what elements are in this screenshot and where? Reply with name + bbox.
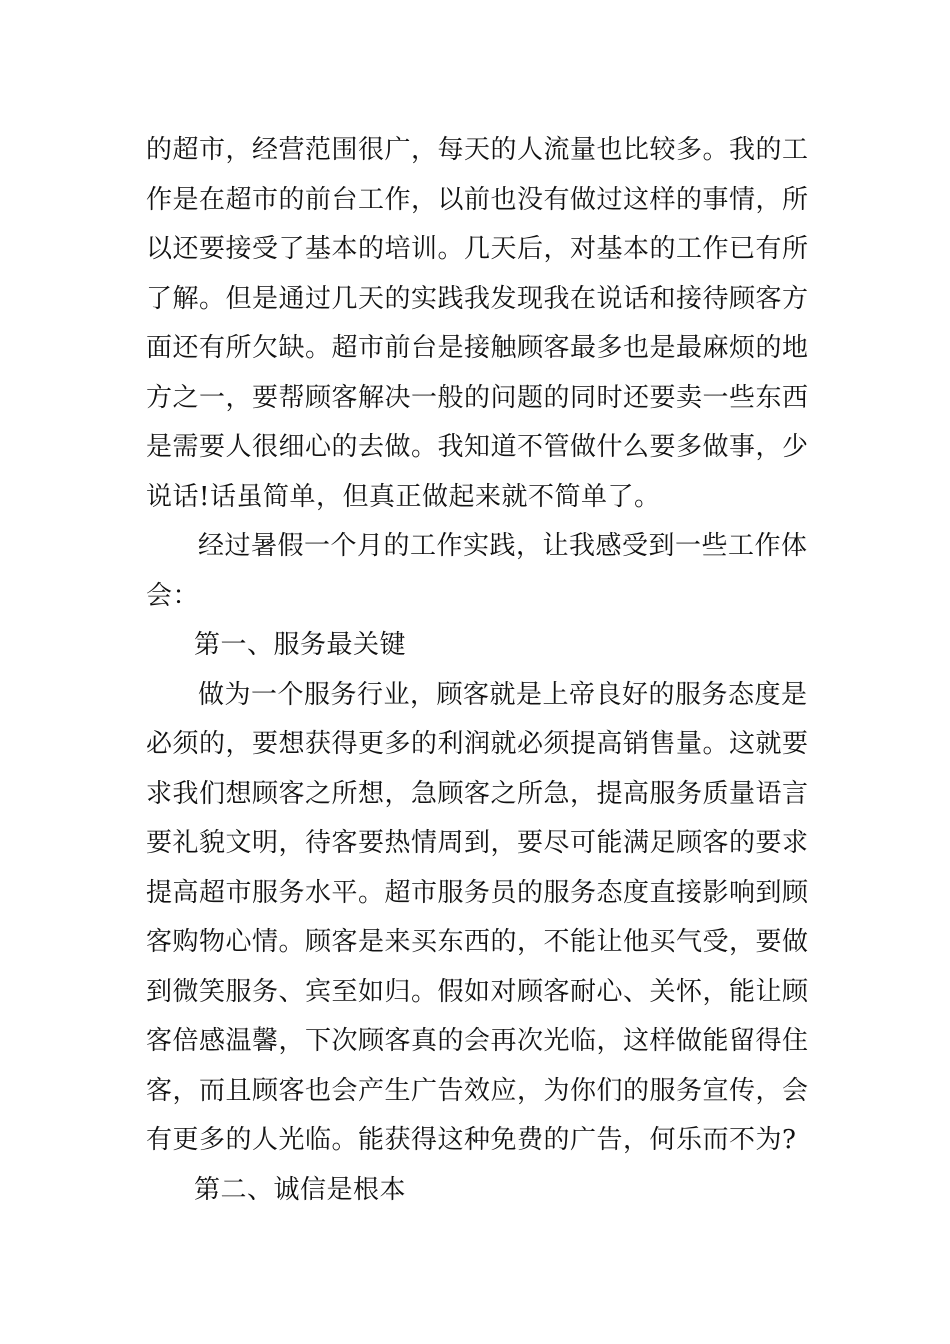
paragraph-line: 做为一个服务行业，顾客就是上帝良好的服务态度是 bbox=[198, 679, 808, 710]
body-text bbox=[146, 126, 809, 1215]
paragraph-line: 以还要接受了基本的培训。几天后，对基本的工作已有所 bbox=[146, 234, 809, 264]
paragraph-line: 是需要人很细心的去做。我知道不管做什么要多做事，少 bbox=[146, 432, 809, 462]
paragraph-line: 求我们想顾客之所想，急顾客之所急，提高服务质量语言 bbox=[146, 778, 809, 809]
paragraph-line: 客倍感温馨，下次顾客真的会再次光临，这样做能留得住 bbox=[146, 1026, 809, 1056]
section-heading: 第一、服务最关键 bbox=[194, 630, 407, 660]
paragraph-line: 必须的，要想获得更多的利润就必须提高销售量。这就要 bbox=[146, 729, 809, 759]
paragraph-line: 到微笑服务、宾至如归。假如对顾客耐心、关怀，能让顾 bbox=[146, 976, 809, 1007]
paragraph-line: 说话!话虽简单，但真正做起来就不简单了。 bbox=[146, 481, 661, 512]
paragraph-line: 的超市，经营范围很广，每天的人流量也比较多。我的工 bbox=[146, 135, 809, 165]
paragraph-line: 客购物心情。顾客是来买东西的，不能让他买气受，要做 bbox=[146, 927, 809, 957]
paragraph-line: 客，而且顾客也会产生广告效应，为你们的服务宣传，会 bbox=[146, 1075, 809, 1106]
paragraph-line: 会： bbox=[146, 580, 200, 611]
paragraph-line: 了解。但是通过几天的实践我发现我在说话和接待顾客方 bbox=[146, 283, 809, 314]
paragraph-line: 面还有所欠缺。超市前台是接触顾客最多也是最麻烦的地 bbox=[146, 333, 809, 363]
paragraph-line: 经过暑假一个月的工作实践，让我感受到一些工作体 bbox=[198, 531, 808, 561]
paragraph-line: 提高超市服务水平。超市服务员的服务态度直接影响到顾 bbox=[146, 877, 809, 908]
paragraph-line: 方之一，要帮顾客解决一般的问题的同时还要卖一些东西 bbox=[146, 382, 809, 413]
paragraph-line: 作是在超市的前台工作，以前也没有做过这样的事情，所 bbox=[146, 184, 809, 215]
paragraph-line: 有更多的人光临。能获得这种免费的广告，何乐而不为? bbox=[146, 1125, 797, 1155]
section-heading: 第二、诚信是根本 bbox=[194, 1174, 407, 1205]
paragraph-line: 要礼貌文明，待客要热情周到，要尽可能满足顾客的要求 bbox=[146, 828, 809, 858]
